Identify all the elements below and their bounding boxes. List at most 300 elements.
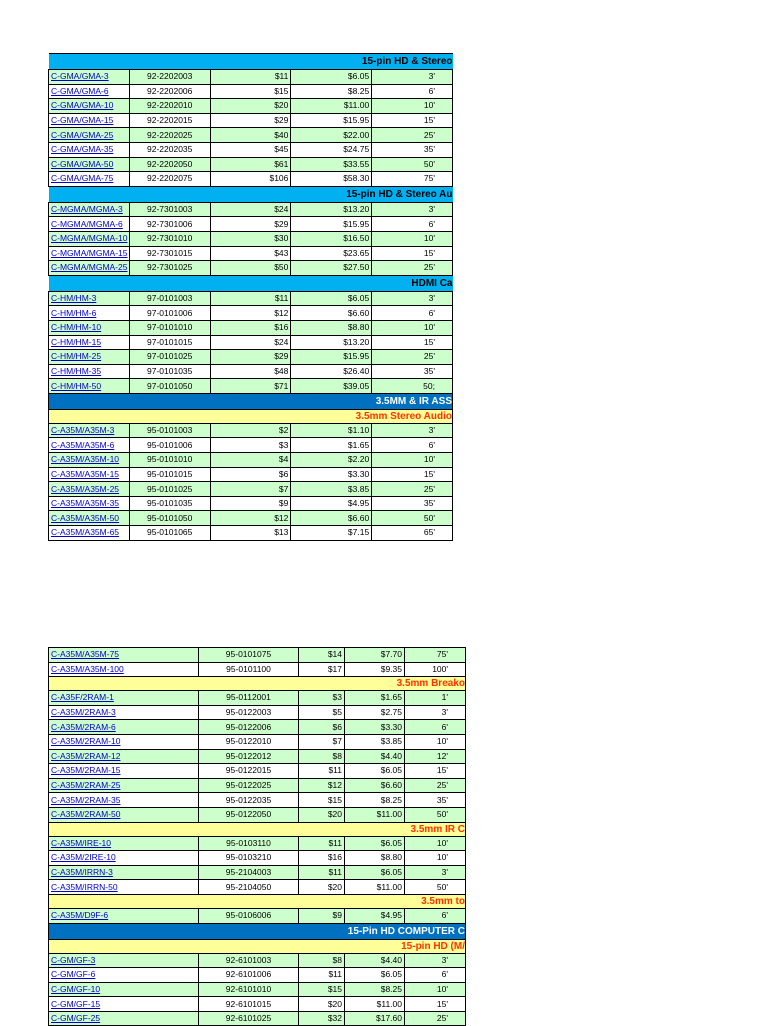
sku-cell: 92-7301003 [129,202,210,217]
section-header [49,894,466,908]
model-cell [49,778,199,793]
sku-cell: 92-6101015 [199,997,299,1012]
model-cell [49,231,130,246]
sku-cell: 95-0101010 [129,453,210,468]
dealer-price-cell: $3.85 [291,482,372,497]
section-header [49,186,453,202]
list-price-cell: $11 [210,291,291,306]
model-cell [49,764,199,779]
list-price-cell: $71 [210,379,291,394]
model-cell [49,880,199,895]
model-link[interactable]: C-A35M/2RAM-35 [51,794,121,805]
length-cell: 35' [372,142,453,157]
model-link[interactable]: C-A35M/A35M-35 [51,498,120,509]
section-title: 3.5mm IR C [49,822,466,836]
model-link[interactable]: C-HM/HM-15 [51,336,102,347]
model-link[interactable]: C-A35M/A35M-10 [51,454,120,465]
sku-cell: 92-2202075 [129,172,210,187]
section-header [49,275,453,291]
list-price-cell: $29 [210,350,291,365]
list-price-cell: $11 [210,70,291,85]
sku-cell: 95-0122010 [199,734,299,749]
sku-cell: 97-0101015 [129,335,210,350]
table-row [49,217,453,232]
sku-cell: 92-2202015 [129,113,210,128]
dealer-price-cell: $26.40 [291,364,372,379]
list-price-cell: $50 [210,261,291,276]
section-header [49,939,466,953]
dealer-price-cell: $15.95 [291,217,372,232]
model-link[interactable]: C-HM/HM-35 [51,365,102,376]
table-row [49,778,466,793]
model-link[interactable]: C-A35M/2RAM-10 [51,736,121,747]
table-row [49,953,466,968]
length-cell: 6' [405,720,466,735]
list-price-cell: $6 [210,467,291,482]
length-cell: 25' [372,482,453,497]
list-price-cell: $11 [299,865,345,880]
sku-cell: 92-7301010 [129,231,210,246]
list-price-cell: $32 [299,1011,345,1026]
table-row [49,379,453,394]
length-cell: 35' [372,364,453,379]
length-cell: 10' [405,734,466,749]
length-cell: 3' [372,70,453,85]
table-row [49,128,453,143]
list-price-cell: $9 [210,496,291,511]
table-row [49,997,466,1012]
length-cell: 25' [405,1011,466,1026]
dealer-price-cell: $2.20 [291,453,372,468]
list-price-cell: $7 [299,734,345,749]
length-cell: 35' [372,496,453,511]
list-price-cell: $2 [210,423,291,438]
length-cell: 15' [405,997,466,1012]
table-row [49,142,453,157]
table-row [49,231,453,246]
dealer-price-cell: $16.50 [291,231,372,246]
length-cell: 100' [405,662,466,677]
model-link[interactable]: C-MGMA/MGMA-3 [51,204,123,215]
dealer-price-cell: $6.05 [345,865,405,880]
model-link[interactable]: C-GMA/GMA-35 [51,144,114,155]
model-link[interactable]: C-A35M/A35M-65 [51,527,120,538]
length-cell: 15' [405,764,466,779]
section-header [49,822,466,836]
table-row [49,438,453,453]
dealer-price-cell: $15.95 [291,350,372,365]
model-cell [49,202,130,217]
dealer-price-cell: $11.00 [291,99,372,114]
model-cell [49,320,130,335]
table-row [49,291,453,306]
list-price-cell: $17 [299,662,345,677]
section-header [49,923,466,939]
dealer-price-cell: $6.05 [345,836,405,851]
list-price-cell: $12 [299,778,345,793]
model-cell [49,734,199,749]
sku-cell: 92-2202006 [129,84,210,99]
length-cell: 3' [372,202,453,217]
model-link[interactable]: C-MGMA/MGMA-10 [51,233,128,244]
list-price-cell: $24 [210,335,291,350]
sku-cell: 92-2202050 [129,157,210,172]
model-link[interactable]: C-A35M/2RAM-6 [51,721,116,732]
list-price-cell: $8 [299,749,345,764]
sku-cell: 95-0101065 [129,526,210,541]
list-price-cell: $14 [299,648,345,663]
model-link[interactable]: C-A35M/2RAM-3 [51,707,116,718]
table-row [49,880,466,895]
model-link[interactable]: C-GM/GF-15 [51,998,101,1009]
sku-cell: 95-0101006 [129,438,210,453]
list-price-cell: $106 [210,172,291,187]
dealer-price-cell: $4.40 [345,953,405,968]
dealer-price-cell: $33.55 [291,157,372,172]
dealer-price-cell: $6.60 [291,511,372,526]
length-cell: 10' [405,982,466,997]
sku-cell: 95-0122006 [199,720,299,735]
model-cell [49,438,130,453]
dealer-price-cell: $7.70 [345,648,405,663]
list-price-cell: $3 [210,438,291,453]
list-price-cell: $20 [299,807,345,822]
table-row [49,306,453,321]
list-price-cell: $43 [210,246,291,261]
model-cell [49,99,130,114]
model-cell [49,953,199,968]
model-cell [49,662,199,677]
model-cell [49,720,199,735]
sku-cell: 92-2202025 [129,128,210,143]
dealer-price-cell: $11.00 [345,807,405,822]
table-row [49,836,466,851]
table-row [49,202,453,217]
model-cell [49,172,130,187]
length-cell: 25' [372,261,453,276]
dealer-price-cell: $1.65 [291,438,372,453]
length-cell: 10' [372,453,453,468]
model-cell [49,142,130,157]
table-row [49,865,466,880]
length-cell: 6' [372,438,453,453]
model-link[interactable]: C-A35M/2RAM-12 [51,750,121,761]
model-cell [49,335,130,350]
dealer-price-cell: $13.20 [291,335,372,350]
model-link[interactable]: C-A35M/IRRN-50 [51,881,118,892]
length-cell: 50' [405,880,466,895]
model-cell [49,908,199,923]
model-link[interactable]: C-A35F/2RAM-1 [51,692,114,703]
model-cell [49,217,130,232]
dealer-price-cell: $6.05 [291,70,372,85]
model-link[interactable]: C-A35M/2IRE-10 [51,852,116,863]
model-cell [49,807,199,822]
dealer-price-cell: $8.25 [345,793,405,808]
table-row [49,423,453,438]
dealer-price-cell: $58.30 [291,172,372,187]
sku-cell: 92-7301015 [129,246,210,261]
dealer-price-cell: $22.00 [291,128,372,143]
model-link[interactable]: C-A35M/A35M-75 [51,649,120,660]
model-link[interactable]: C-GMA/GMA-15 [51,115,114,126]
table-row [49,246,453,261]
table-row [49,70,453,85]
table-row [49,662,466,677]
model-cell [49,379,130,394]
model-cell [49,749,199,764]
model-link[interactable]: C-MGMA/MGMA-6 [51,218,123,229]
length-cell: 10' [372,99,453,114]
dealer-price-cell: $11.00 [345,880,405,895]
sku-cell: 95-0101035 [129,496,210,511]
list-price-cell: $24 [210,202,291,217]
section-title: 15-Pin HD COMPUTER C [49,923,466,939]
dealer-price-cell: $17.60 [345,1011,405,1026]
length-cell: 15' [372,113,453,128]
price-table-1 [48,53,453,541]
model-cell [49,70,130,85]
dealer-price-cell: $8.80 [291,320,372,335]
dealer-price-cell: $15.95 [291,113,372,128]
sku-cell: 97-0101050 [129,379,210,394]
sku-cell: 95-0122012 [199,749,299,764]
model-cell [49,526,130,541]
model-link[interactable]: C-A35M/IRRN-3 [51,867,113,878]
model-link[interactable]: C-GMA/GMA-10 [51,100,114,111]
list-price-cell: $29 [210,113,291,128]
list-price-cell: $9 [299,908,345,923]
sku-cell: 92-7301025 [129,261,210,276]
dealer-price-cell: $1.65 [345,691,405,706]
list-price-cell: $45 [210,142,291,157]
dealer-price-cell: $8.25 [345,982,405,997]
dealer-price-cell: $6.05 [291,291,372,306]
dealer-price-cell: $13.20 [291,202,372,217]
table-row [49,364,453,379]
price-table-2 [48,647,466,1026]
list-price-cell: $40 [210,128,291,143]
length-cell: 10' [372,320,453,335]
sku-cell: 97-0101025 [129,350,210,365]
sku-cell: 95-2104003 [199,865,299,880]
model-cell [49,691,199,706]
list-price-cell: $20 [210,99,291,114]
length-cell: 6' [372,84,453,99]
dealer-price-cell: $23.65 [291,246,372,261]
model-link[interactable]: C-GM/GF-10 [51,983,101,994]
model-link[interactable]: C-HM/HM-3 [51,293,97,304]
model-link[interactable]: C-A35M/A35M-25 [51,483,120,494]
model-link[interactable]: C-HM/HM-6 [51,307,97,318]
sku-cell: 95-0122015 [199,764,299,779]
length-cell: 3' [405,705,466,720]
sku-cell: 95-0101050 [129,511,210,526]
model-cell [49,306,130,321]
table-row [49,807,466,822]
model-cell [49,113,130,128]
model-link[interactable]: C-A35M/A35M-50 [51,512,120,523]
model-cell [49,467,130,482]
table-row [49,335,453,350]
list-price-cell: $3 [299,691,345,706]
model-link[interactable]: C-A35M/A35M-100 [51,663,124,674]
list-price-cell: $12 [210,511,291,526]
model-link[interactable]: C-A35M/2RAM-50 [51,809,121,820]
length-cell: 3' [372,291,453,306]
list-price-cell: $11 [299,968,345,983]
table-row [49,720,466,735]
sku-cell: 92-6101003 [199,953,299,968]
model-link[interactable]: C-HM/HM-25 [51,351,102,362]
table-row [49,1011,466,1026]
length-cell: 50' [372,511,453,526]
sku-cell: 97-0101035 [129,364,210,379]
length-cell: 10' [405,851,466,866]
model-link[interactable]: C-GM/GF-25 [51,1013,101,1024]
dealer-price-cell: $7.15 [291,526,372,541]
sku-cell: 95-0122003 [199,705,299,720]
list-price-cell: $16 [299,851,345,866]
list-price-cell: $11 [299,764,345,779]
table-row [49,99,453,114]
model-link[interactable]: C-A35M/A35M-6 [51,439,115,450]
table-row [49,157,453,172]
model-link[interactable]: C-A35M/IRE-10 [51,837,111,848]
model-cell [49,997,199,1012]
model-link[interactable]: C-GM/GF-3 [51,954,96,965]
table-row [49,982,466,997]
table-row [49,908,466,923]
table-row [49,851,466,866]
list-price-cell: $4 [210,453,291,468]
section-title: HDMI Ca [49,275,453,291]
table-row [49,261,453,276]
model-cell [49,350,130,365]
model-link[interactable]: C-A35M/D9F-6 [51,910,109,921]
model-cell [49,482,130,497]
sku-cell: 95-2104050 [199,880,299,895]
model-cell [49,453,130,468]
model-link[interactable]: C-A35M/A35M-15 [51,468,120,479]
list-price-cell: $16 [210,320,291,335]
list-price-cell: $13 [210,526,291,541]
sku-cell: 92-2202010 [129,99,210,114]
dealer-price-cell: $6.05 [345,968,405,983]
list-price-cell: $6 [299,720,345,735]
length-cell: 25' [405,778,466,793]
length-cell: 50' [405,807,466,822]
list-price-cell: $11 [299,836,345,851]
model-cell [49,157,130,172]
model-link[interactable]: C-GMA/GMA-50 [51,158,114,169]
section-header [49,54,453,70]
length-cell: 6' [405,968,466,983]
dealer-price-cell: $6.60 [291,306,372,321]
length-cell: 50' [372,157,453,172]
sku-cell: 92-6101010 [199,982,299,997]
table-row [49,467,453,482]
dealer-price-cell: $2.75 [345,705,405,720]
model-cell [49,865,199,880]
model-link[interactable]: C-GMA/GMA-6 [51,85,109,96]
model-cell [49,511,130,526]
section-title: 15-pin HD & Stereo [49,54,453,70]
table-row [49,496,453,511]
dealer-price-cell: $6.60 [345,778,405,793]
section-header [49,393,453,409]
length-cell: 6' [372,217,453,232]
price-list-page-1 [48,53,453,541]
list-price-cell: $5 [299,705,345,720]
dealer-price-cell: $1.10 [291,423,372,438]
table-row [49,749,466,764]
model-link[interactable]: C-HM/HM-10 [51,322,102,333]
section-title: 3.5mm to [49,894,466,908]
model-link[interactable]: C-MGMA/MGMA-15 [51,247,128,258]
model-link[interactable]: C-MGMA/MGMA-25 [51,262,128,273]
sku-cell: 97-0101010 [129,320,210,335]
table-row [49,113,453,128]
model-cell [49,836,199,851]
table-row [49,453,453,468]
dealer-price-cell: $39.05 [291,379,372,394]
model-link[interactable]: C-HM/HM-50 [51,380,102,391]
model-link[interactable]: C-GMA/GMA-75 [51,173,114,184]
model-cell [49,496,130,511]
model-link[interactable]: C-A35M/2RAM-15 [51,765,121,776]
dealer-price-cell: $3.30 [291,467,372,482]
table-row [49,320,453,335]
length-cell: 1' [405,691,466,706]
sku-cell: 95-0122050 [199,807,299,822]
sku-cell: 95-0103210 [199,851,299,866]
length-cell: 15' [372,335,453,350]
sku-cell: 92-7301006 [129,217,210,232]
model-link[interactable]: C-A35M/2RAM-25 [51,780,121,791]
sku-cell: 95-0106006 [199,908,299,923]
table-row [49,350,453,365]
table-row [49,691,466,706]
model-cell [49,982,199,997]
model-cell [49,84,130,99]
sku-cell: 95-0101015 [129,467,210,482]
model-link[interactable]: C-GMA/GMA-3 [51,71,109,82]
dealer-price-cell: $9.35 [345,662,405,677]
dealer-price-cell: $8.25 [291,84,372,99]
list-price-cell: $15 [299,793,345,808]
length-cell: 15' [372,467,453,482]
sku-cell: 97-0101003 [129,291,210,306]
model-cell [49,968,199,983]
table-row [49,793,466,808]
model-link[interactable]: C-A35M/A35M-3 [51,425,115,436]
price-list-page-2 [48,647,465,1026]
list-price-cell: $29 [210,217,291,232]
dealer-price-cell: $6.05 [345,764,405,779]
length-cell: 6' [405,908,466,923]
length-cell: 35' [405,793,466,808]
sku-cell: 92-2202035 [129,142,210,157]
model-link[interactable]: C-GM/GF-6 [51,969,96,980]
list-price-cell: $48 [210,364,291,379]
model-link[interactable]: C-GMA/GMA-25 [51,129,114,140]
length-cell: 50; [372,379,453,394]
table-row [49,511,453,526]
model-cell [49,246,130,261]
section-title: 3.5MM & IR ASS [49,393,453,409]
model-cell [49,648,199,663]
